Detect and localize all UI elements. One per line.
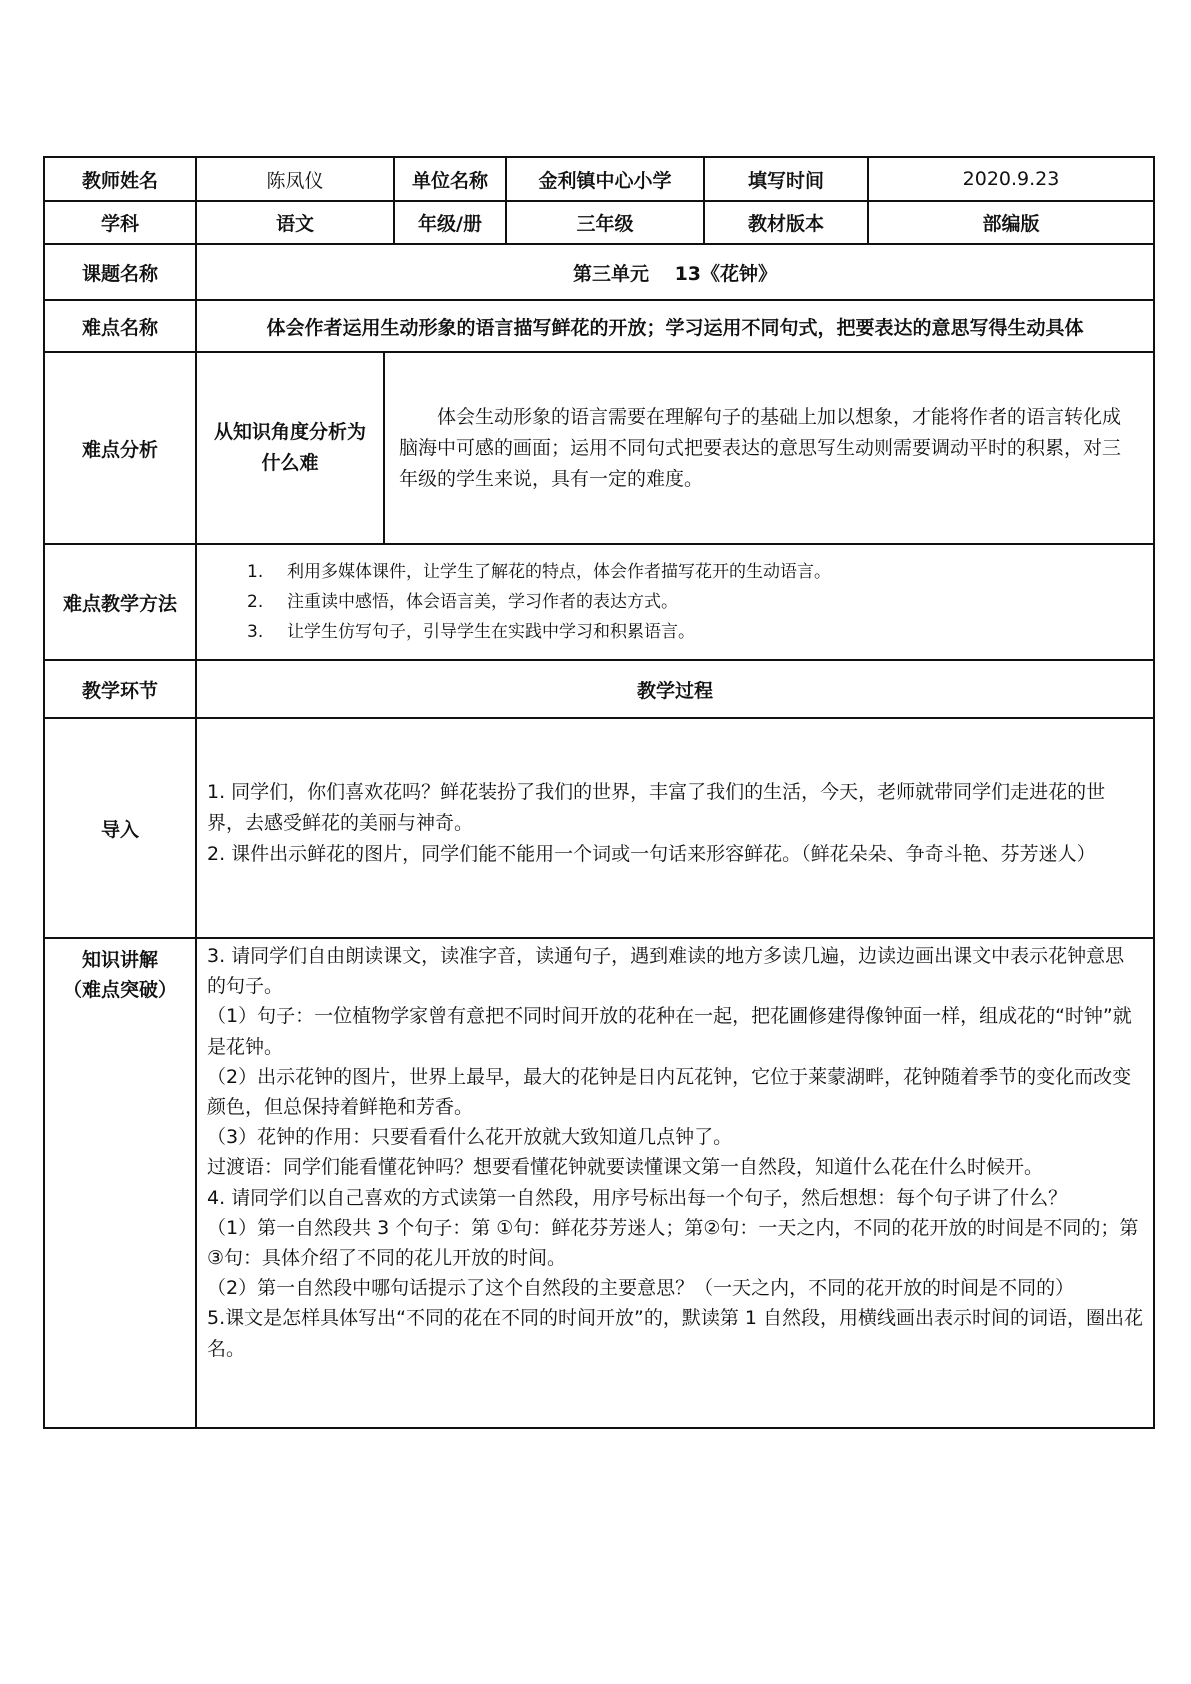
knowledge-paragraph: 过渡语：同学们能看懂花钟吗？想要看懂花钟就要读懂课文第一自然段，知道什么花在什么时候开。 [207,1156,1044,1179]
unit-name-value: 金利镇中心小学 [506,158,704,200]
stage-header: 教学环节 [44,660,196,718]
intro-paragraph: 2. 课件出示鲜花的图片，同学们能不能用一个词或一句话来形容鲜花。（鲜花朵朵、争奇斗艳、芬芳迷人） [207,843,1096,865]
fill-date-value: 2020.9.23 [868,158,1153,200]
teacher-name-value: 陈凤仪 [196,158,394,200]
knowledge-label: 知识讲解 [81,949,158,971]
intro-label: 导入 [44,718,196,938]
method-cell [196,544,1154,660]
intro-cell [196,718,1154,938]
edition-label: 教材版本 [704,202,868,243]
topic-value: 第三单元 13《花钟》 [196,244,1154,300]
difficulty-value: 体会作者运用生动形象的语言描写鲜花的开放；学习运用不同句式，把要表达的意思写得生动具体 [196,300,1154,352]
analysis-label: 难点分析 [44,352,196,544]
analysis-text: 体会生动形象的语言需要在理解句子的基础上加以想象，才能将作者的语言转化成脑海中可感的画面；运用不同句式把要表达的意思写生动则需要调动平时的积累，对三年级的学生来说，具有一定的难度。 [399,405,1122,490]
knowledge-paragraph: （3）花钟的作用：只要看看什么花开放就大致知道几点钟了。 [207,1126,733,1149]
process-header: 教学过程 [196,660,1154,718]
edition-value: 部编版 [868,202,1153,243]
knowledge-cell [196,938,1154,1428]
knowledge-paragraph: 4. 请同学们以自己喜欢的方式读第一自然段，用序号标出每一个句子，然后想想：每个句子讲了什么？ [207,1186,1068,1209]
knowledge-paragraph: （1）第一自然段共 3 个句子：第 ①句：鲜花芬芳迷人；第②句：一天之内，不同的花开放的时间是不同的；第③句：具体介绍了不同的花儿开放的时间。 [207,1216,1139,1270]
knowledge-paragraph: 3. 请同学们自由朗读课文，读准字音，读通句子，遇到难读的地方多读几遍，边读边画出课文中表示花钟意思的句子。 [207,945,1125,998]
grade-label: 年级/册 [394,202,506,243]
lesson-plan-sheet [43,156,1153,1429]
list-item: 2. 注重读中感悟，体会语言美，学习作者的表达方式。 [247,592,678,612]
unit-name-label: 单位名称 [394,158,506,200]
knowledge-paragraph: （1）句子：一位植物学家曾有意把不同时间开放的花种在一起，把花圃修建得像钟面一样，组成花的“时钟”就是花钟。 [207,1005,1132,1058]
subject-label: 学科 [100,213,139,235]
method-label: 难点教学方法 [44,544,196,660]
knowledge-label-cell [44,938,196,1428]
knowledge-sublabel: （难点突破） [62,979,177,1001]
list-item: 1. 利用多媒体课件，让学生了解花的特点，体会作者描写花开的生动语言。 [247,562,831,582]
analysis-sub-label: 从知识角度分析为什么难 [213,421,366,474]
list-item: 3. 让学生仿写句子，引导学生在实践中学习和积累语言。 [247,622,695,642]
lesson-plan-table [43,156,1155,1429]
fill-date-label: 填写时间 [704,158,868,200]
subject-value: 语文 [196,202,394,243]
knowledge-paragraph: （2）出示花钟的图片，世界上最早，最大的花钟是日内瓦花钟，它位于莱蒙湖畔，花钟随着季节的变化而改变颜色，但总保持着鲜艳和芳香。 [207,1065,1132,1119]
grade-value: 三年级 [506,202,704,243]
intro-paragraph: 1. 同学们，你们喜欢花吗？鲜花装扮了我们的世界，丰富了我们的生活，今天，老师就带同学们走进花的世界，去感受鲜花的美丽与神奇。 [207,781,1106,834]
knowledge-paragraph: （2）第一自然段中哪句话提示了这个自然段的主要意思？（一天之内，不同的花开放的时间是不同的） [207,1277,1075,1300]
method-list [197,557,1153,647]
difficulty-label: 难点名称 [44,300,196,352]
analysis-text-cell [384,353,1153,543]
teacher-name-label: 教师姓名 [81,169,158,192]
knowledge-paragraph: 5.课文是怎样具体写出“不同的花在不同的时间开放”的，默读第 1 自然段，用横线画出表示时间的词语，圈出花名。 [207,1307,1143,1360]
topic-label: 课题名称 [44,244,196,300]
